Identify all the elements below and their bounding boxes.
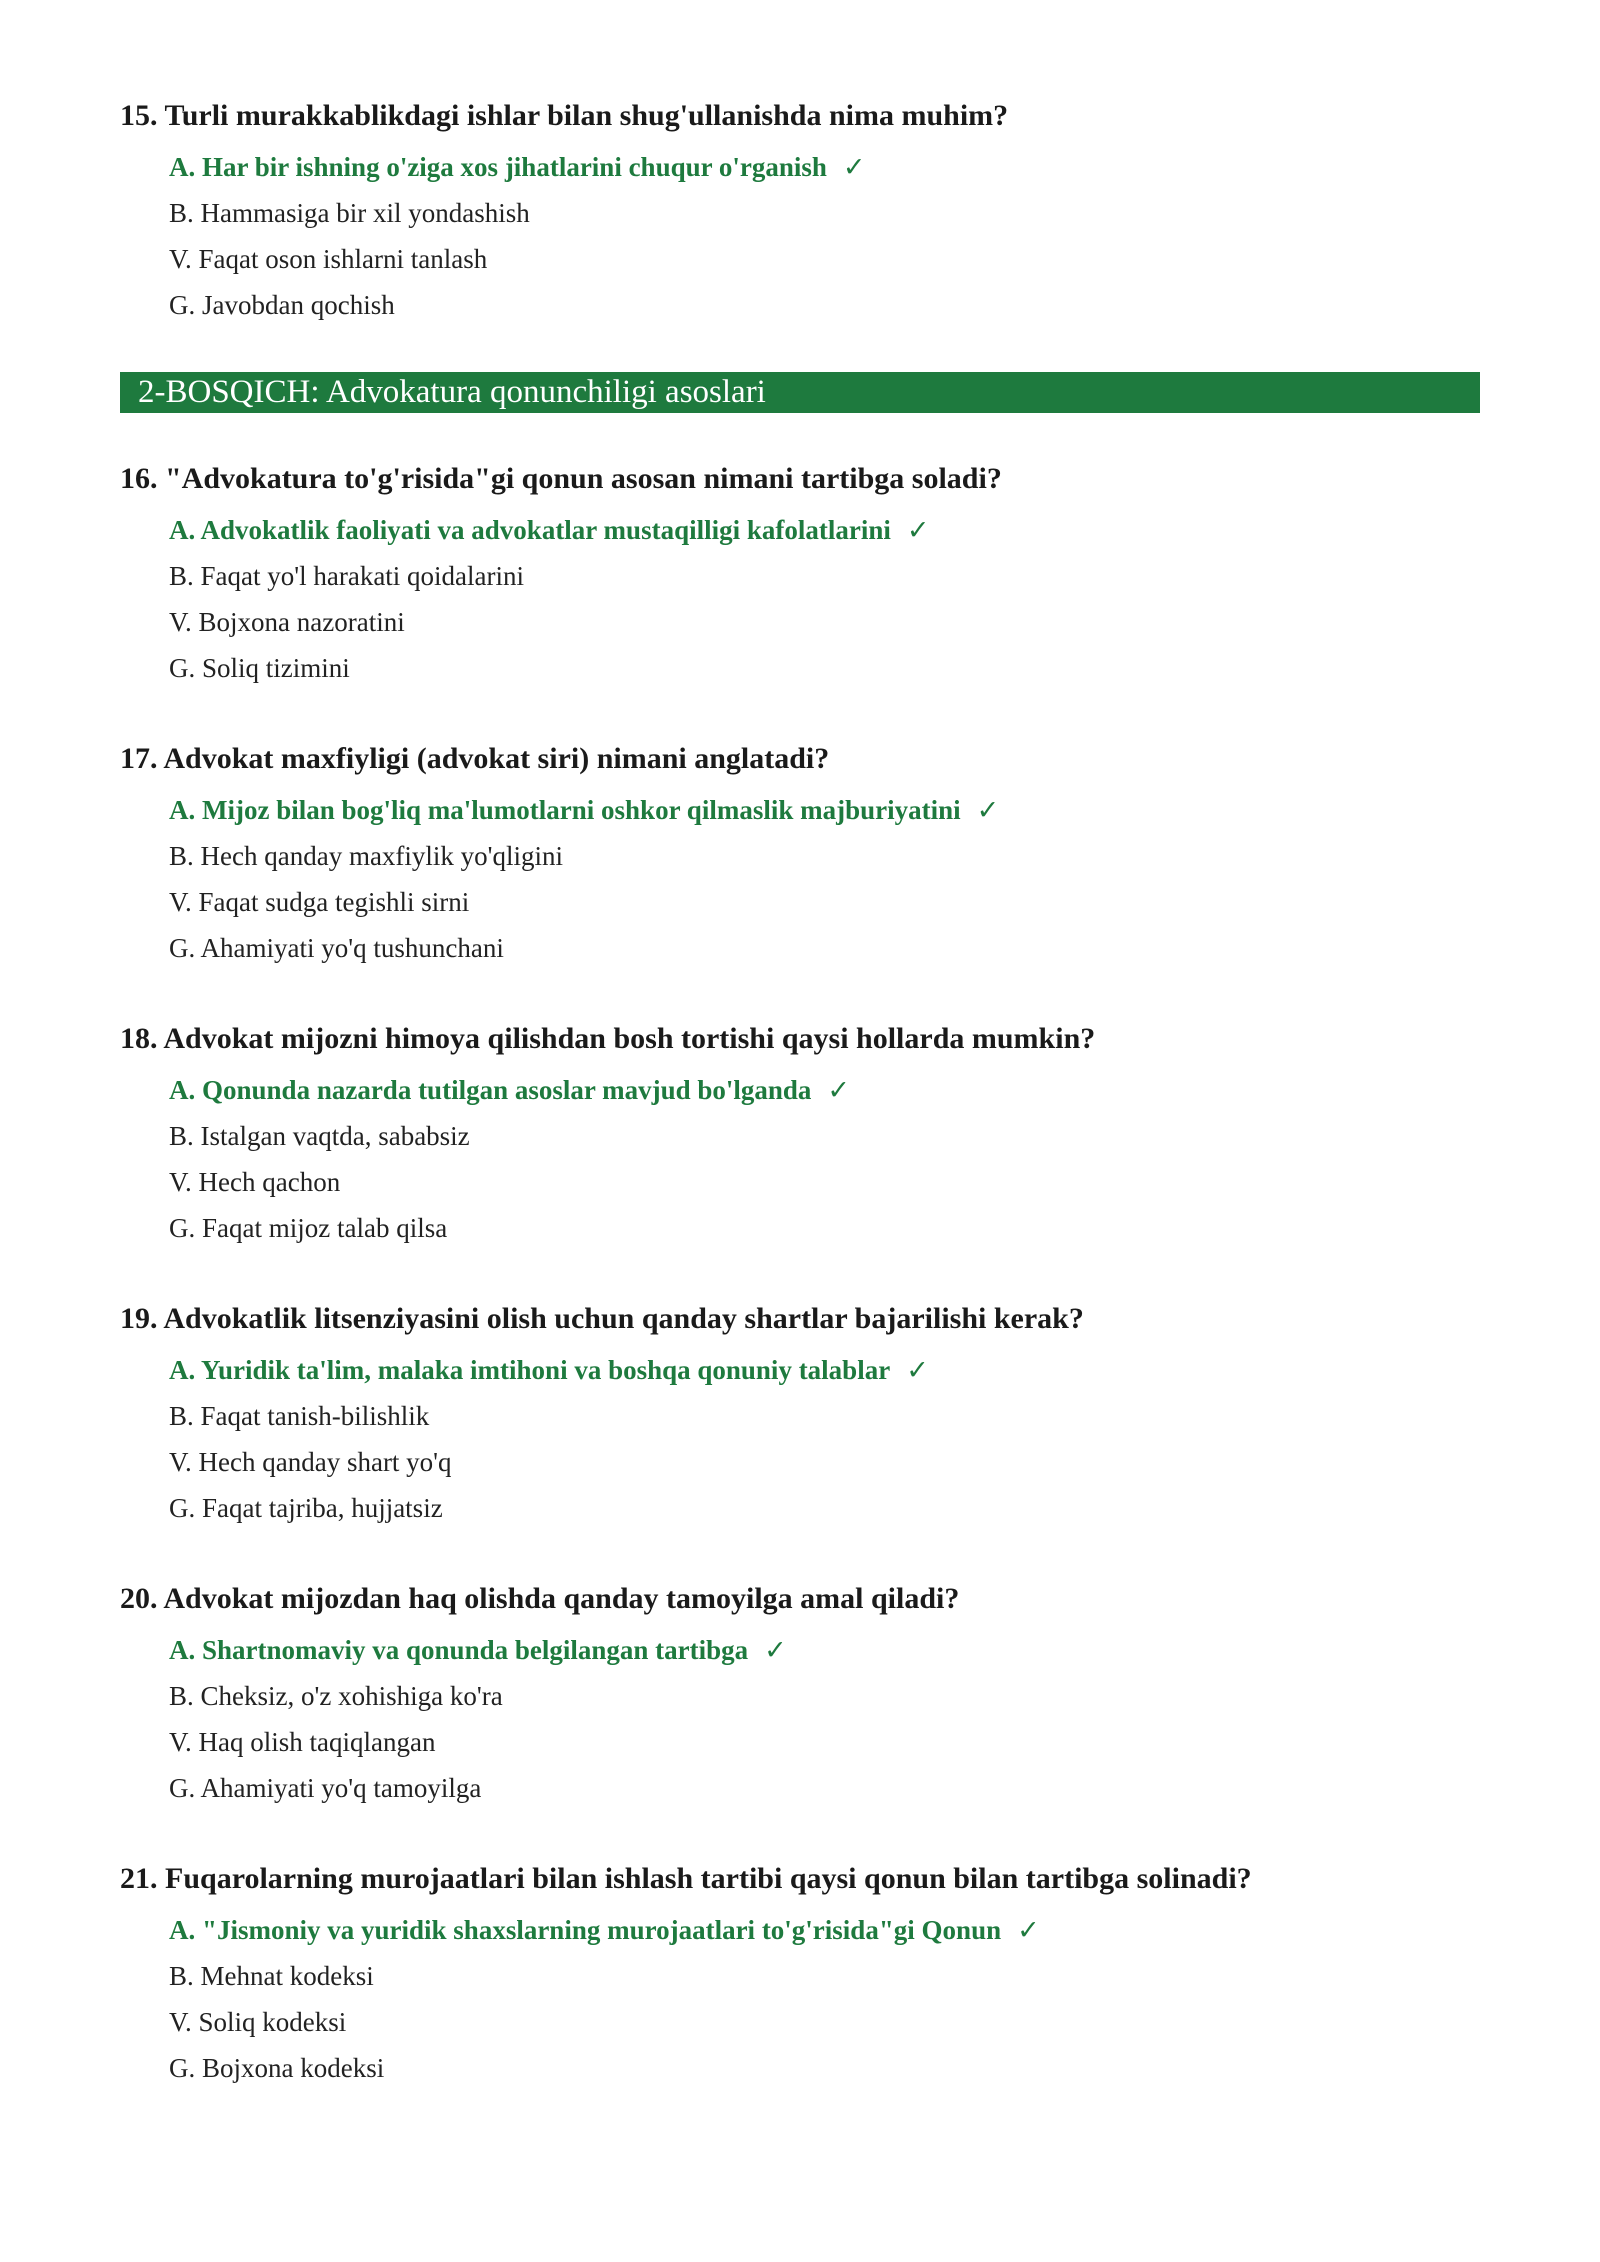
option: B. Faqat tanish-bilishlik — [169, 1401, 430, 1431]
check-icon: ✓ — [906, 1355, 929, 1385]
question-19 — [120, 1295, 1480, 1531]
option: B. Faqat yo'l harakati qoidalarini — [169, 561, 525, 591]
correct-option: A. Advokatlik faoliyati va advokatlar mustaqilligi kafolatlarini ✓ — [169, 515, 930, 545]
correct-option: A. Shartnomaviy va qonunda belgilangan tartibga ✓ — [169, 1635, 787, 1665]
correct-option: A. Har bir ishning o'ziga xos jihatlarini chuqur o'rganish ✓ — [169, 152, 866, 182]
option: G. Bojxona kodeksi — [169, 2053, 385, 2083]
option: G. Faqat mijoz talab qilsa — [169, 1213, 448, 1243]
option: G. Ahamiyati yo'q tamoyilga — [169, 1773, 482, 1803]
question-text: 18. Advokat mijozni himoya qilishdan bosh tortishi qaysi hollarda mumkin? — [120, 1022, 1096, 1055]
check-icon: ✓ — [827, 1075, 851, 1105]
option: B. Cheksiz, o'z xohishiga ko'ra — [169, 1681, 503, 1711]
check-icon: ✓ — [976, 795, 1000, 825]
check-icon: ✓ — [842, 152, 866, 182]
option: V. Haq olish taqiqlangan — [169, 1727, 436, 1757]
section-header: 2-BOSQICH: Advokatura qonunchiligi asoslari — [120, 372, 1480, 413]
question-text: 19. Advokatlik litsenziyasini olish uchun qanday shartlar bajarilishi kerak? — [120, 1302, 1084, 1335]
option: B. Istalgan vaqtda, sababsiz — [169, 1121, 470, 1151]
question-text: 16. "Advokatura to'g'risida"gi qonun asosan nimani tartibga soladi? — [120, 462, 1002, 495]
option: V. Hech qachon — [169, 1167, 341, 1197]
question-16 — [120, 455, 1480, 691]
question-21 — [120, 1855, 1480, 2091]
option: V. Soliq kodeksi — [169, 2007, 347, 2037]
option: B. Mehnat kodeksi — [169, 1961, 374, 1991]
option: G. Soliq tizimini — [169, 653, 350, 683]
question-text: 15. Turli murakkablikdagi ishlar bilan shug'ullanishda nima muhim? — [120, 99, 1009, 132]
option: G. Ahamiyati yo'q tushunchani — [169, 933, 504, 963]
check-icon: ✓ — [764, 1635, 787, 1665]
check-icon: ✓ — [906, 515, 930, 545]
question-text: 17. Advokat maxfiyligi (advokat siri) nimani anglatadi? — [120, 742, 830, 775]
correct-option: A. Yuridik ta'lim, malaka imtihoni va boshqa qonuniy talablar ✓ — [169, 1355, 929, 1385]
correct-option: A. "Jismoniy va yuridik shaxslarning murojaatlari to'g'risida"gi Qonun ✓ — [169, 1915, 1040, 1945]
correct-option: A. Mijoz bilan bog'liq ma'lumotlarni oshkor qilmaslik majburiyatini ✓ — [169, 795, 1000, 825]
question-text: 20. Advokat mijozdan haq olishda qanday tamoyilga amal qiladi? — [120, 1582, 960, 1615]
correct-option: A. Qonunda nazarda tutilgan asoslar mavjud bo'lganda ✓ — [169, 1075, 851, 1105]
question-text: 21. Fuqarolarning murojaatlari bilan ishlash tartibi qaysi qonun bilan tartibga solinadi? — [120, 1862, 1252, 1895]
option: V. Bojxona nazoratini — [169, 607, 405, 637]
option: G. Faqat tajriba, hujjatsiz — [169, 1493, 443, 1523]
option: B. Hammasiga bir xil yondashish — [169, 198, 530, 228]
option: V. Faqat sudga tegishli sirni — [169, 887, 470, 917]
option: G. Javobdan qochish — [169, 290, 395, 320]
check-icon: ✓ — [1017, 1915, 1040, 1945]
question-15 — [120, 92, 1480, 328]
option: B. Hech qanday maxfiylik yo'qligini — [169, 841, 564, 871]
question-18 — [120, 1015, 1480, 1251]
question-20 — [120, 1575, 1480, 1811]
option: V. Faqat oson ishlarni tanlash — [169, 244, 488, 274]
question-17 — [120, 735, 1480, 971]
option: V. Hech qanday shart yo'q — [169, 1447, 452, 1477]
